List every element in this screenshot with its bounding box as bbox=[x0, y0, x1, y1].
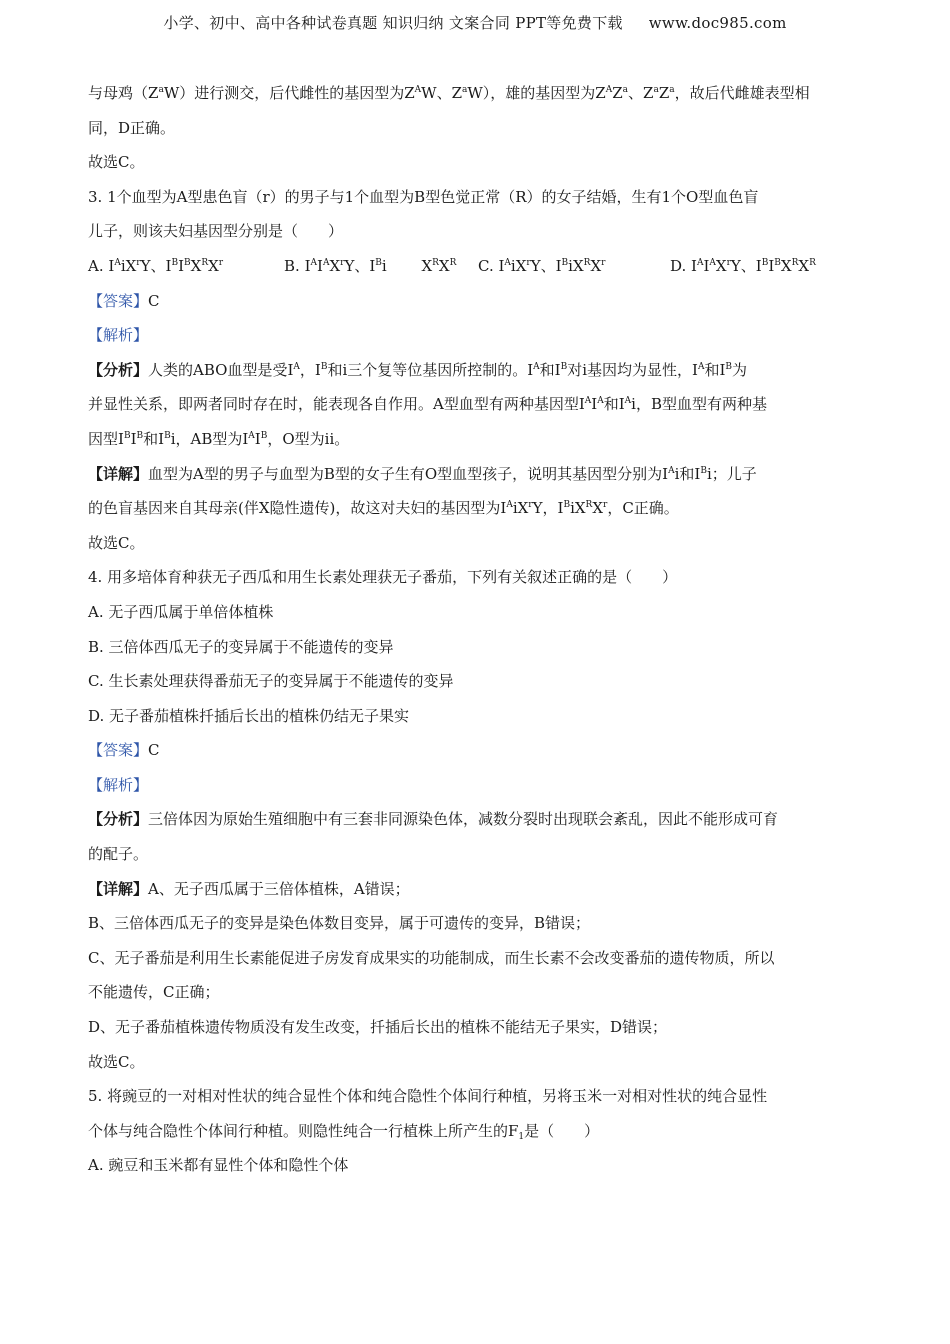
document-body bbox=[88, 76, 858, 1183]
answer: 【答案】C bbox=[88, 741, 160, 760]
question-stem: 个体与纯合隐性个体间行种植。则隐性纯合一行植株上所产生的$F_1$是（ ） bbox=[88, 1121, 600, 1142]
option-d: D. $I^AI^AX^rY$、$I^BI^BX^RX^R$ bbox=[670, 256, 816, 275]
question-stem: 4. 用多培体育种获无子西瓜和用生长素处理获无子番茄，下列有关叙述正确的是（ ） bbox=[88, 568, 678, 587]
header-site-link[interactable]: www.doc985.com bbox=[648, 14, 787, 32]
detail-paragraph: B、三倍体西瓜无子的变异是染色体数目变异，属于可遗传的变异，B错误； bbox=[88, 914, 591, 933]
option-a: A. $I^AiX^rY$、$I^BI^BX^RX^r$ bbox=[88, 256, 224, 275]
analysis-paragraph: 【分析】三倍体因为原始生殖细胞中有三套非同源染色体，减数分裂时出现联会紊乱，因此不能形成可育 bbox=[88, 810, 779, 829]
analysis-paragraph: 因型$I^BI^B$和$I^Bi$，AB型为$I^AI^B$，O型为ii。 bbox=[88, 429, 350, 448]
question-stem: 3. 1个血型为A型患色盲（r）的男子与1个血型为B型色觉正常（R）的女子结婚，生有1个O型血色盲 bbox=[88, 187, 759, 206]
question-stem: 5. 将豌豆的一对相对性状的纯合显性个体和纯合隐性个体间行种植，另将玉米一对相对性状的纯合显性 bbox=[88, 1087, 768, 1106]
page-header bbox=[0, 12, 950, 33]
options-row bbox=[88, 249, 858, 284]
answer: 【答案】C bbox=[88, 291, 160, 310]
question-stem: 儿子，则该夫妇基因型分别是（ ） bbox=[88, 222, 344, 241]
option-c: C. $I^AiX^rY$、$I^BiX^RX^r$ bbox=[478, 256, 606, 275]
option-b: B. 三倍体西瓜无子的变异属于不能遗传的变异 bbox=[88, 637, 394, 656]
detail-paragraph: 【详解】血型为A型的男子与血型为B型的女子生有O型血型孩子，说明其基因型分别为$I^Ai$和$I^Bi$；儿子 bbox=[88, 464, 757, 483]
detail-paragraph: 【详解】A、无子西瓜属于三倍体植株，A错误； bbox=[88, 879, 410, 898]
paragraph: 故选C。 bbox=[88, 1052, 145, 1071]
detail-paragraph: C、无子番茄是利用生长素能促进子房发育成果实的功能制成，而生长素不会改变番茄的遗传物质，所以 bbox=[88, 948, 775, 967]
detail-paragraph: 的色盲基因来自其母亲(伴X隐性遗传)，故这对夫妇的基因型为$I^AiX^rY$，$I^BiX^RX^r$，C正确。 bbox=[88, 499, 679, 518]
option-a: A. 无子西瓜属于单倍体植株 bbox=[88, 602, 274, 621]
header-text: 小学、初中、高中各种试卷真题 知识归纳 文案合同 PPT等免费下载 bbox=[163, 14, 623, 32]
analysis-paragraph: 【分析】人类的ABO血型是受$I^A$，$I^B$和i三个复等位基因所控制的。$I^A$和$I^B$对i基因均为显性，$I^A$和$I^B$为 bbox=[88, 360, 748, 379]
option-a: A. 豌豆和玉米都有显性个体和隐性个体 bbox=[88, 1156, 349, 1175]
analysis-heading: 【解析】 bbox=[88, 326, 149, 345]
paragraph: 同，D正确。 bbox=[88, 118, 176, 137]
paragraph: 故选C。 bbox=[88, 153, 145, 172]
detail-paragraph: 不能遗传，C正确； bbox=[88, 983, 220, 1002]
option-b: B. $I^AI^AX^rY$、$I^Bi$ $X^RX^R$ bbox=[284, 256, 457, 275]
paragraph: 故选C。 bbox=[88, 533, 145, 552]
option-d: D. 无子番茄植株扦插后长出的植株仍结无子果实 bbox=[88, 706, 410, 725]
analysis-paragraph: 的配子。 bbox=[88, 845, 149, 864]
analysis-paragraph: 并显性关系，即两者同时存在时，能表现各自作用。A型血型有两种基因型$I^AI^A$和$I^Ai$，B型血型有两种基 bbox=[88, 395, 767, 414]
analysis-heading: 【解析】 bbox=[88, 775, 149, 794]
detail-paragraph: D、无子番茄植株遗传物质没有发生改变，扦插后长出的植株不能结无子果实，D错误； bbox=[88, 1018, 668, 1037]
paragraph: 与母鸡$(Z^aW)$进行测交，后代雌性的基因型为$Z^AW$、$Z^aW$），雄的基因型为$Z^AZ^a$、$Z^aZ^a$，故后代雌雄表型相 bbox=[88, 84, 810, 102]
option-c: C. 生长素处理获得番茄无子的变异属于不能遗传的变异 bbox=[88, 672, 454, 691]
